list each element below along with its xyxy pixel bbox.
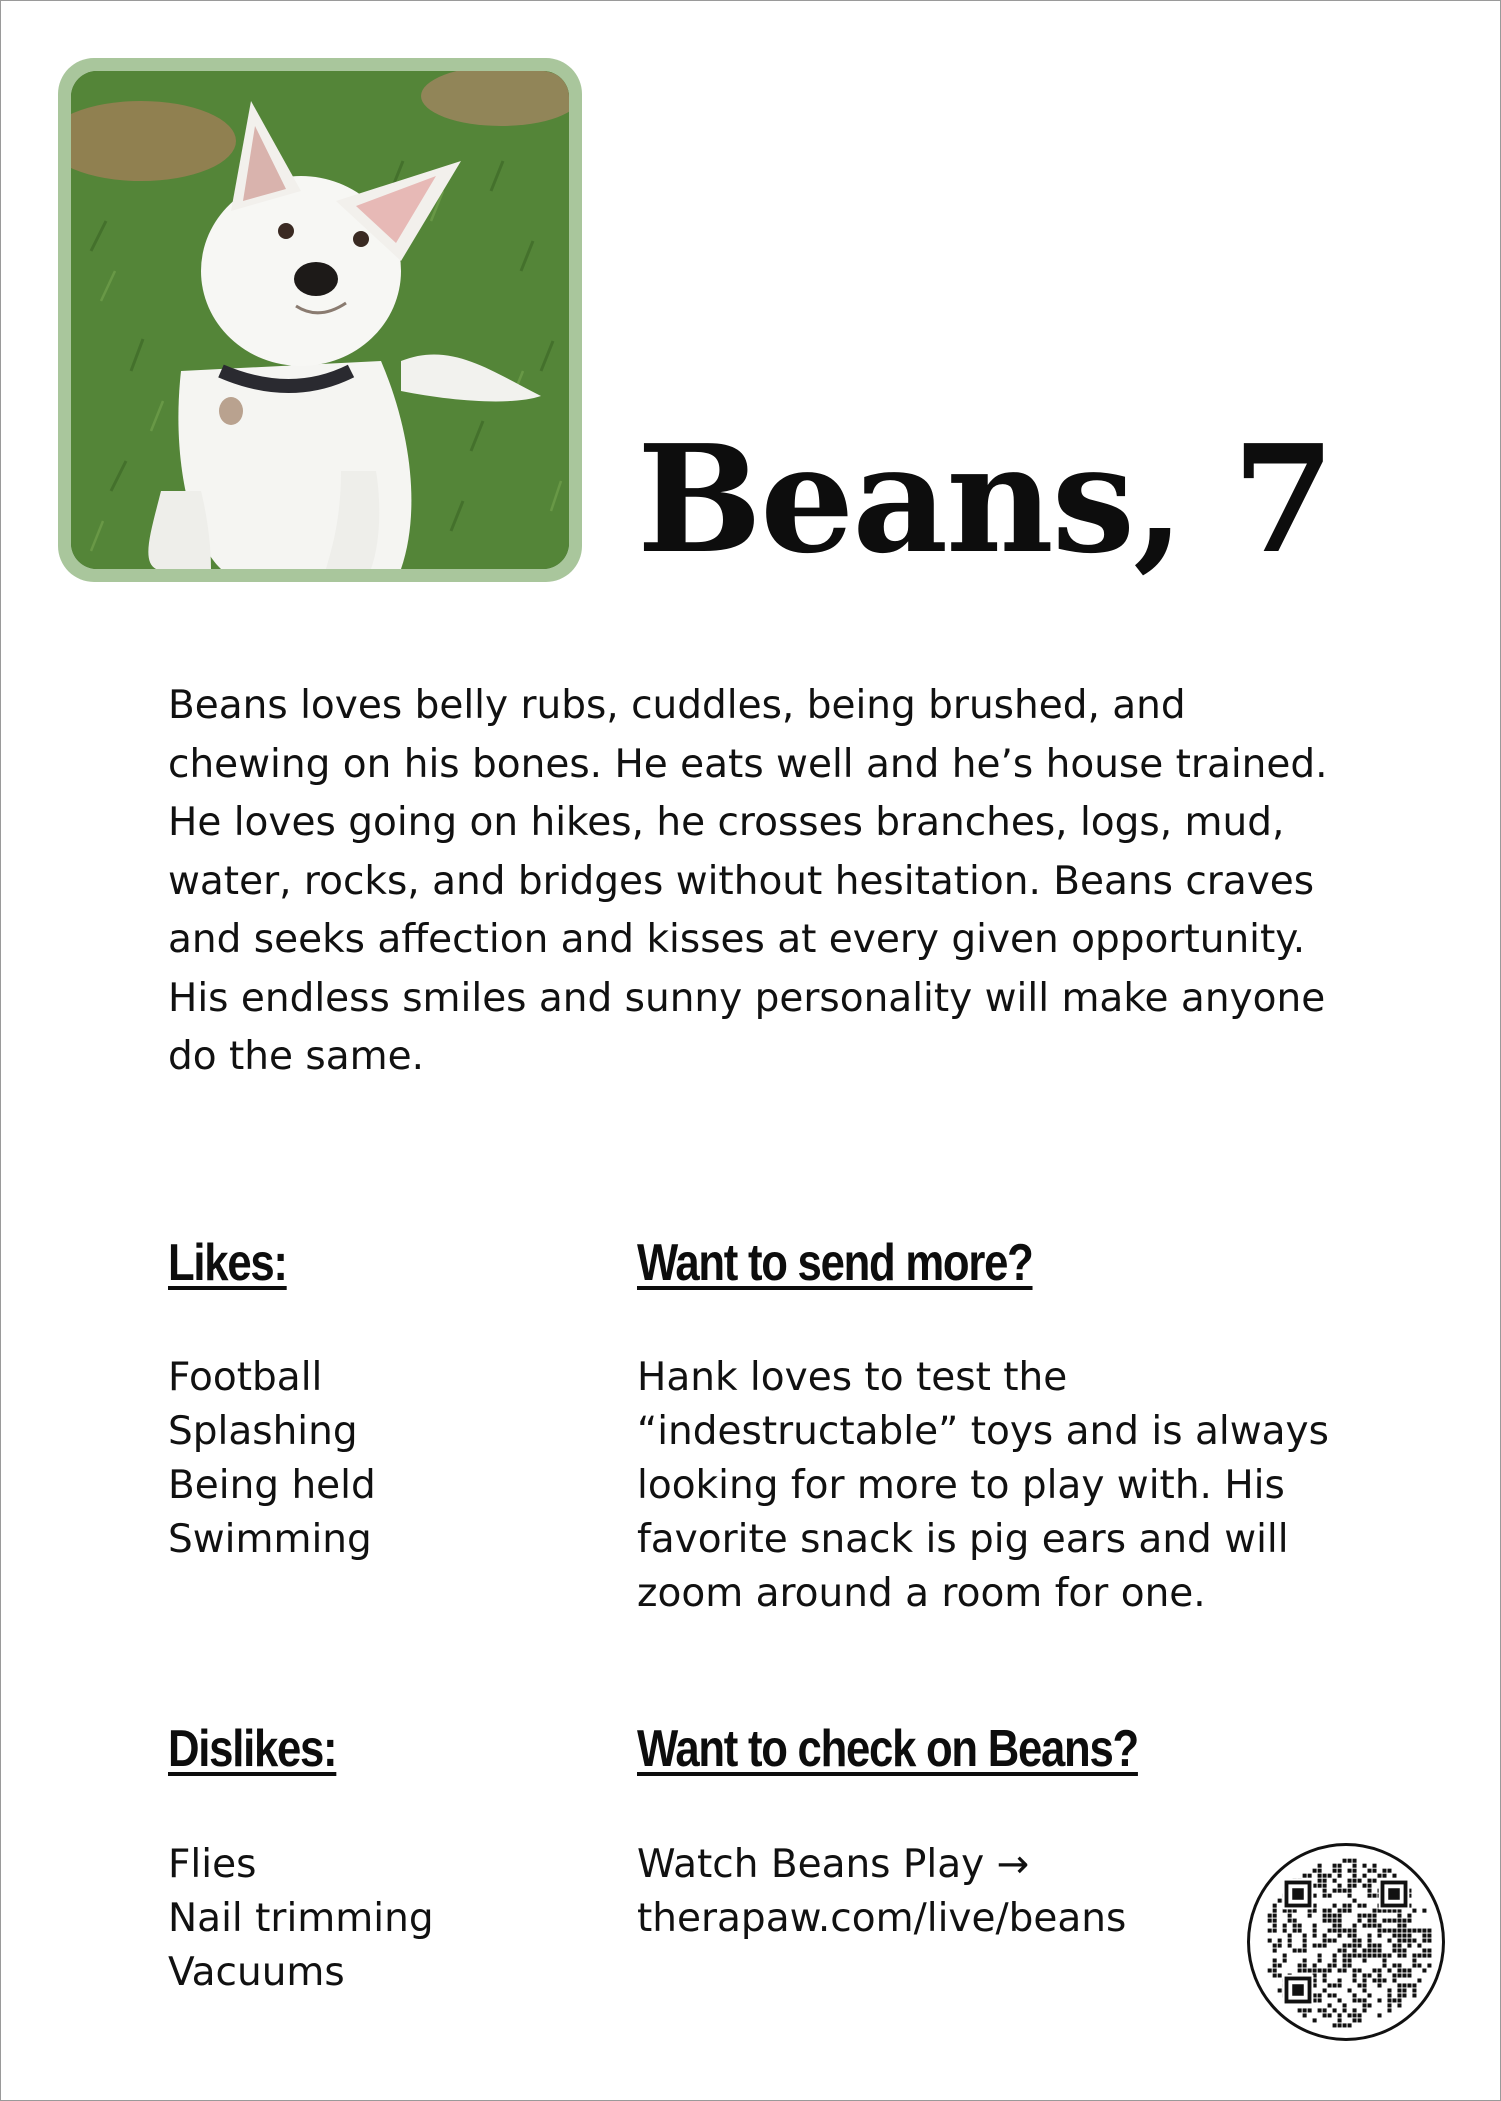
likes-heading: Likes: <box>168 1234 287 1292</box>
list-item: Vacuums <box>168 1950 345 1995</box>
send-more-text: Hank loves to test the “indestructable” toys and is always looking for more to play with. His favorite snack is pig ears and will zoom around a room for one. <box>637 1355 1329 1616</box>
qr-code[interactable] <box>1247 1843 1445 2041</box>
list-item: Swimming <box>168 1517 372 1562</box>
photo-frame <box>58 58 582 582</box>
pet-name-title: Beans, 7 <box>637 412 1334 586</box>
list-item: Splashing <box>168 1409 358 1454</box>
bio-paragraph: Beans loves belly rubs, cuddles, being brushed, and chewing on his bones. He eats well and he’s house trained. He loves going on hikes, he crosses branches, logs, mud, water, rocks, and bridges without hesitation. Beans craves and seeks affection and kisses at every given opportunity. His endless smiles and sunny personality will make anyone do the same. <box>168 683 1328 1079</box>
likes-list <box>168 1351 376 1567</box>
dislikes-heading: Dislikes: <box>168 1720 337 1778</box>
send-more-heading: Want to send more? <box>637 1234 1033 1292</box>
watch-label[interactable]: Watch Beans Play → <box>637 1842 1030 1887</box>
dislikes-list <box>168 1838 434 2000</box>
watch-block <box>637 1838 1126 1946</box>
list-item: Being held <box>168 1463 376 1508</box>
list-item: Football <box>168 1355 323 1400</box>
list-item: Flies <box>168 1842 257 1887</box>
watch-url-link[interactable]: therapaw.com/live/beans <box>637 1896 1127 1941</box>
check-on-heading: Want to check on Beans? <box>637 1720 1138 1778</box>
dog-photo <box>71 71 569 569</box>
list-item: Nail trimming <box>168 1896 434 1941</box>
